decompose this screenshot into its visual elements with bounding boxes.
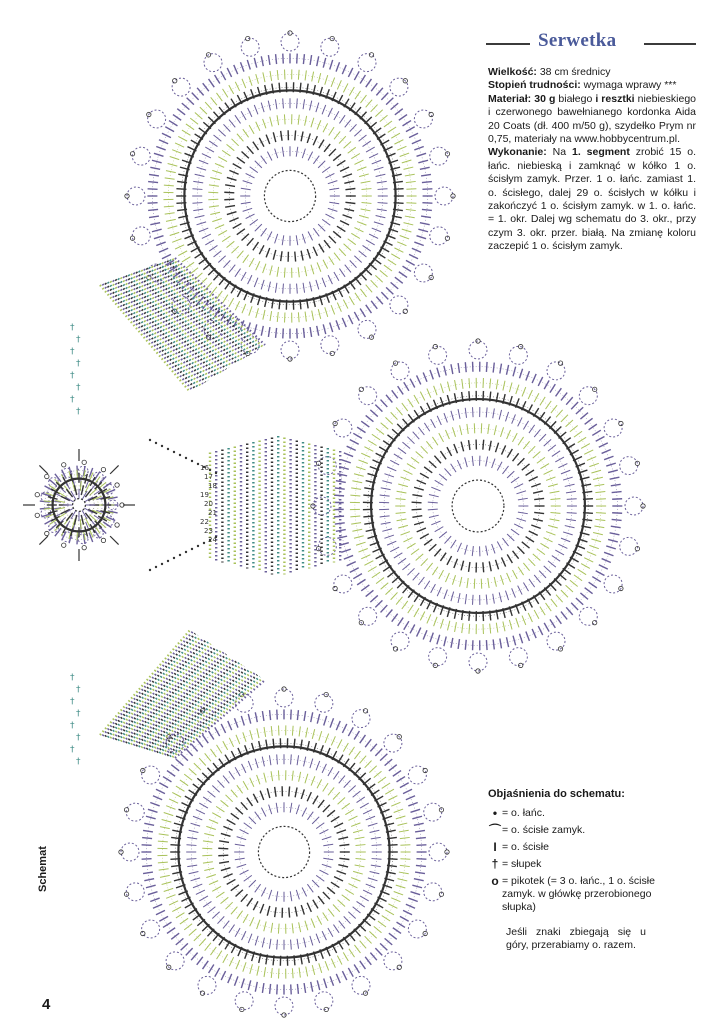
work-text: zrobić 15 o. łańc. niebieską i zamknąć w kółko 1 o. ścisłym zamyk. Przer. 1 o. łańc. zamiast 1. o. ścisłego, dalej 29 o. ścisłych w kółku i zakończyć 1 o. ścisłym zamyk. w 1. o. łańc. = 1. okr. Dalej wg schematu do 3. okr., przy czym 3. okr. przer. białą. Na zmianę koloru zaczepić 1 o. ścisłym zamyk. [488,146,696,253]
legend-note: Jeśli znaki zbiegają się u góry, przerabiamy o. razem. [506,926,646,951]
material-bold-2: i resztki [595,92,635,105]
motif-small-center [23,449,135,561]
row-number: 23 [204,527,213,535]
motif-bottom [119,687,449,1017]
single-crochet-icon: I [493,840,497,854]
chain-icon: • [492,806,498,820]
work-bold: 1. segment [571,146,630,159]
svg-text:†: † [70,347,75,357]
row-number: 19 [200,491,209,499]
page-title: Serwetka [538,30,617,51]
legend [488,788,658,952]
legend-item [488,875,658,914]
row-number: 20 [204,500,213,508]
legend-item [488,824,658,837]
work-pre: Na [552,146,567,159]
svg-text:†: † [70,395,75,405]
size-label: Wielkość: [488,66,537,78]
work-label: Wykonanie: [488,146,547,159]
title-rule-left [486,43,530,45]
legend-item-text: = słupek [502,858,542,870]
picot-icon: o [491,874,499,888]
row-number: 21 [208,509,217,517]
motif-right [311,339,645,673]
row-number: 24 [208,536,217,544]
description [488,66,696,254]
legend-item [488,807,658,820]
row-number: 18 [208,482,217,490]
svg-text:†: † [70,371,75,381]
svg-text:†: † [76,359,81,369]
slip-stitch-icon: ⌒ [488,823,501,837]
svg-text:†: † [70,697,75,707]
svg-text:†: † [76,383,81,393]
double-crochet-icon: † [491,857,499,871]
title-rule-right [644,43,696,45]
svg-text:†: † [76,407,81,417]
material-text-1: białego [558,92,593,105]
row-number: 17 [204,473,213,481]
svg-text:†: † [76,335,81,345]
svg-text:†: † [76,709,81,719]
size-value: 38 cm średnicy [539,66,611,78]
row-number: 16 [200,464,209,472]
svg-text:†: † [76,685,81,695]
title-row [486,30,696,58]
svg-text:†: † [76,757,81,767]
legend-title: Objaśnienia do schematu: [488,788,625,800]
svg-text:†: † [70,721,75,731]
material-line [488,93,696,147]
legend-item [488,841,658,854]
page-number: 4 [42,996,51,1013]
legend-item-text: = o. łańc. [502,807,545,819]
material-text-2: niebieskiego i czerwonego bawełnianego kordonka Aida 20 Coats (dł. 400 m/50 g), szydełko Prym nr 0,75, materiały na www.hobbycentrum.pl. [488,92,697,146]
motif-top [125,31,455,361]
svg-text:†: † [70,323,75,333]
row-number: 22 [200,518,209,526]
legend-item-text: = o. ścisłe zamyk. [502,824,586,836]
svg-text:†: † [76,733,81,743]
row-numbers [200,464,217,544]
size-line [488,66,696,79]
difficulty-value: wymaga wprawy *** [583,79,677,92]
legend-item-text: = pikotek (= 3 o. łańc., 1 o. ścisłe zamyk. w główkę przerobionego słupka) [502,875,655,913]
legend-item-text: = o. ścisłe [502,841,549,853]
material-label: Materiał: [488,92,532,105]
difficulty-label: Stopień trudności: [488,79,581,92]
material-amount: 30 g [534,92,556,105]
difficulty-line [488,79,696,92]
svg-text:†: † [70,673,75,683]
svg-text:†: † [70,745,75,755]
work-line [488,146,696,253]
legend-item [488,858,658,871]
schema-side-label: Schemat [37,846,49,892]
